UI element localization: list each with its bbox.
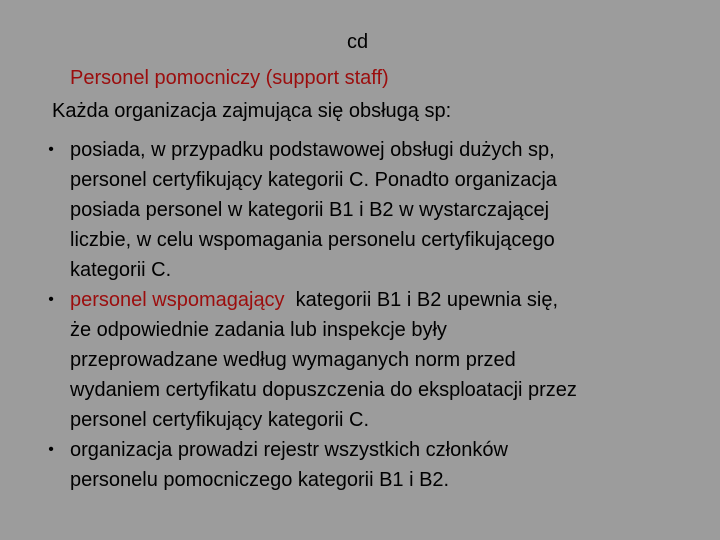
intro-text: Każda organizacja zajmująca się obsługą sp:	[52, 100, 452, 122]
bullet-3-line-1: organizacja prowadzi rejestr wszystkich członków	[70, 439, 508, 461]
bullet-2-line-4: wydaniem certyfikatu dopuszczenia do eksploatacji przez	[70, 379, 577, 401]
bullet-2-line-2: że odpowiednie zadania lub inspekcje były	[70, 319, 447, 341]
bullet-item-1	[44, 135, 704, 285]
bullet-2-line-1	[70, 285, 704, 315]
continued-label: cd	[347, 31, 369, 53]
bullet-2-line-1-rest: kategorii B1 i B2 upewnia się,	[284, 289, 559, 311]
bullet-item-3	[44, 435, 704, 495]
highlight-term: personel wspomagający	[70, 289, 285, 311]
bullet-1-line-1: posiada, w przypadku podstawowej obsługi dużych sp,	[70, 139, 555, 161]
bullet-item-2	[44, 285, 704, 435]
bullet-1-line-3: posiada personel w kategorii B1 i B2 w wystarczającej	[70, 199, 550, 221]
bullet-2-line-3: przeprowadzane według wymaganych norm przed	[70, 349, 516, 371]
bullet-1-line-4: liczbie, w celu wspomagania personelu certyfikującego	[70, 229, 555, 251]
bullet-dot-icon: •	[48, 141, 54, 158]
bullet-2-line-5: personel certyfikujący kategorii C.	[70, 409, 370, 431]
slide-heading: Personel pomocniczy (support staff)	[70, 67, 389, 89]
bullet-1-line-2: personel certyfikujący kategorii C. Ponadto organizacja	[70, 169, 557, 191]
bullet-3-line-2: personelu pomocniczego kategorii B1 i B2.	[70, 469, 450, 491]
bullet-dot-icon: •	[48, 291, 54, 308]
bullet-1-line-5: kategorii C.	[70, 259, 172, 281]
bullet-dot-icon: •	[48, 441, 54, 458]
bullet-list	[44, 135, 704, 495]
